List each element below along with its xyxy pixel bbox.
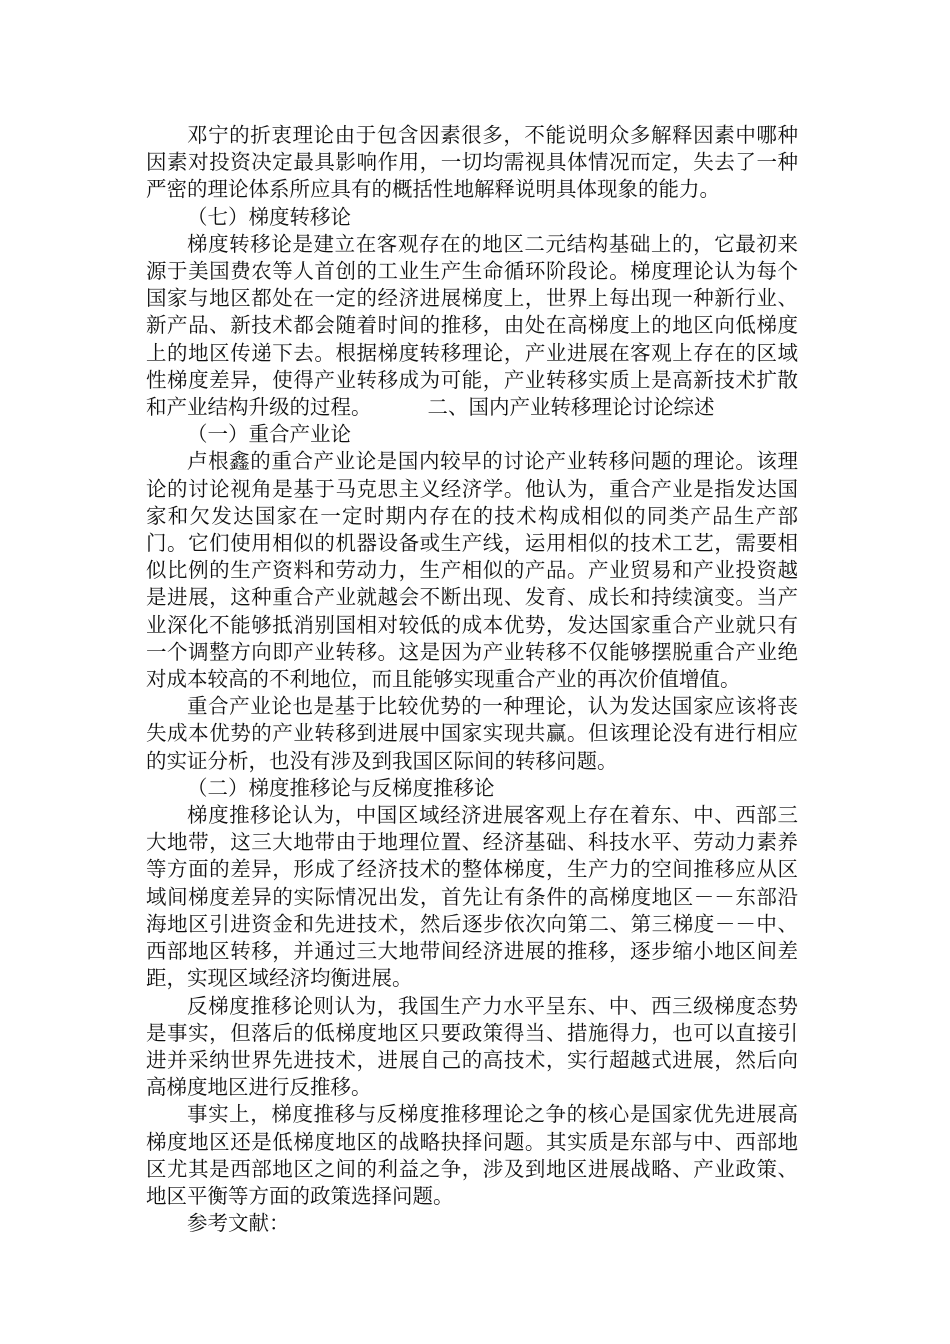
paragraph-reverse-gradient: 反梯度推移论则认为，我国生产力水平呈东、中、西三级梯度态势是事实，但落后的低梯度地区只要政策得当、措施得力，也可以直接引进并采纳世界先进技术，进展自己的高技术，实行超越式进展，然后向高梯度地区进行反推移。 (146, 993, 798, 1100)
section-heading-gradient-transfer: （七）梯度转移论 (187, 204, 351, 229)
paragraph-gradient-transfer-text: 梯度转移论是建立在客观存在的地区二元结构基础上的，它最初来源于美国费农等人首创的工业生产生命循环阶段论。梯度理论认为每个国家与地区都处在一定的经济进展梯度上，世界上每出现一种新行业、新产品、新技术都会随着时间的推移，由处在高梯度上的地区向低梯度上的地区传递下去。根据梯度转移理论，产业进展在客观上存在的区域性梯度差异，使得产业转移成为可能，产业转移实质上是高新技术扩散和产业结构升级的过程。 (146, 231, 798, 420)
paragraph-gradient-transfer (146, 231, 798, 421)
paragraph-gradient-push: 梯度推移论认为，中国区域经济进展客观上存在着东、中、西部三大地带，这三大地带由于地理位置、经济基础、科技水平、劳动力素养等方面的差异，形成了经济技术的整体梯度，生产力的空间推移应从区域间梯度差异的实际情况出发，首先让有条件的高梯度地区－－东部沿海地区引进资金和先进技术，然后逐步依次向第二、第三梯度－－中、西部地区转移，并通过三大地带间经济进展的推移，逐步缩小地区间差距，实现区域经济均衡进展。 (146, 803, 798, 991)
section-heading-domestic-theories: 二、国内产业转移理论讨论综述 (427, 395, 715, 420)
section-heading-overlapping-industry: （一）重合产业论 (187, 422, 351, 447)
paragraph-overlapping-industry: 卢根鑫的重合产业论是国内较早的讨论产业转移问题的理论。该理论的讨论视角是基于马克思主义经济学。他认为，重合产业是指发达国家和欠发达国家在一定时期内存在的技术构成相似的同类产品生产部门。它们使用相似的机器设备或生产线，运用相似的技术工艺，需要相似比例的生产资料和劳动力，生产相似的产品。产业贸易和产业投资越是进展，这种重合产业就越会不断出现、发育、成长和持续演变。当产业深化不能够抵消别国相对较低的成本优势，发达国家重合产业就只有一个调整方向即产业转移。这是因为产业转移不仅能够摆脱重合产业绝对成本较高的不利地位，而且能够实现重合产业的再次价值增值。 (146, 449, 798, 692)
section-heading-gradient-push: （二）梯度推移论与反梯度推移论 (187, 775, 495, 800)
paragraph-comparative-advantage: 重合产业论也是基于比较优势的一种理论，认为发达国家应该将丧失成本优势的产业转移到进展中国家实现共赢。但该理论没有进行相应的实证分析，也没有涉及到我国区际间的转移问题。 (146, 694, 798, 773)
document-page (146, 122, 798, 1237)
paragraph-core-debate: 事实上，梯度推移与反梯度推移理论之争的核心是国家优先进展高梯度地区还是低梯度地区的战略抉择问题。其实质是东部与中、西部地区尤其是西部地区之间的利益之争，涉及到地区进展战略、产业政策、地区平衡等方面的政策选择问题。 (146, 1102, 798, 1208)
paragraph-dunning-critique: 邓宁的折衷理论由于包含因素很多，不能说明众多解释因素中哪种因素对投资决定最具影响作用，一切均需视具体情况而定，失去了一种严密的理论体系所应具有的概括性地解释说明具体现象的能力。 (146, 123, 798, 202)
references-label: 参考文献： (187, 1211, 290, 1236)
